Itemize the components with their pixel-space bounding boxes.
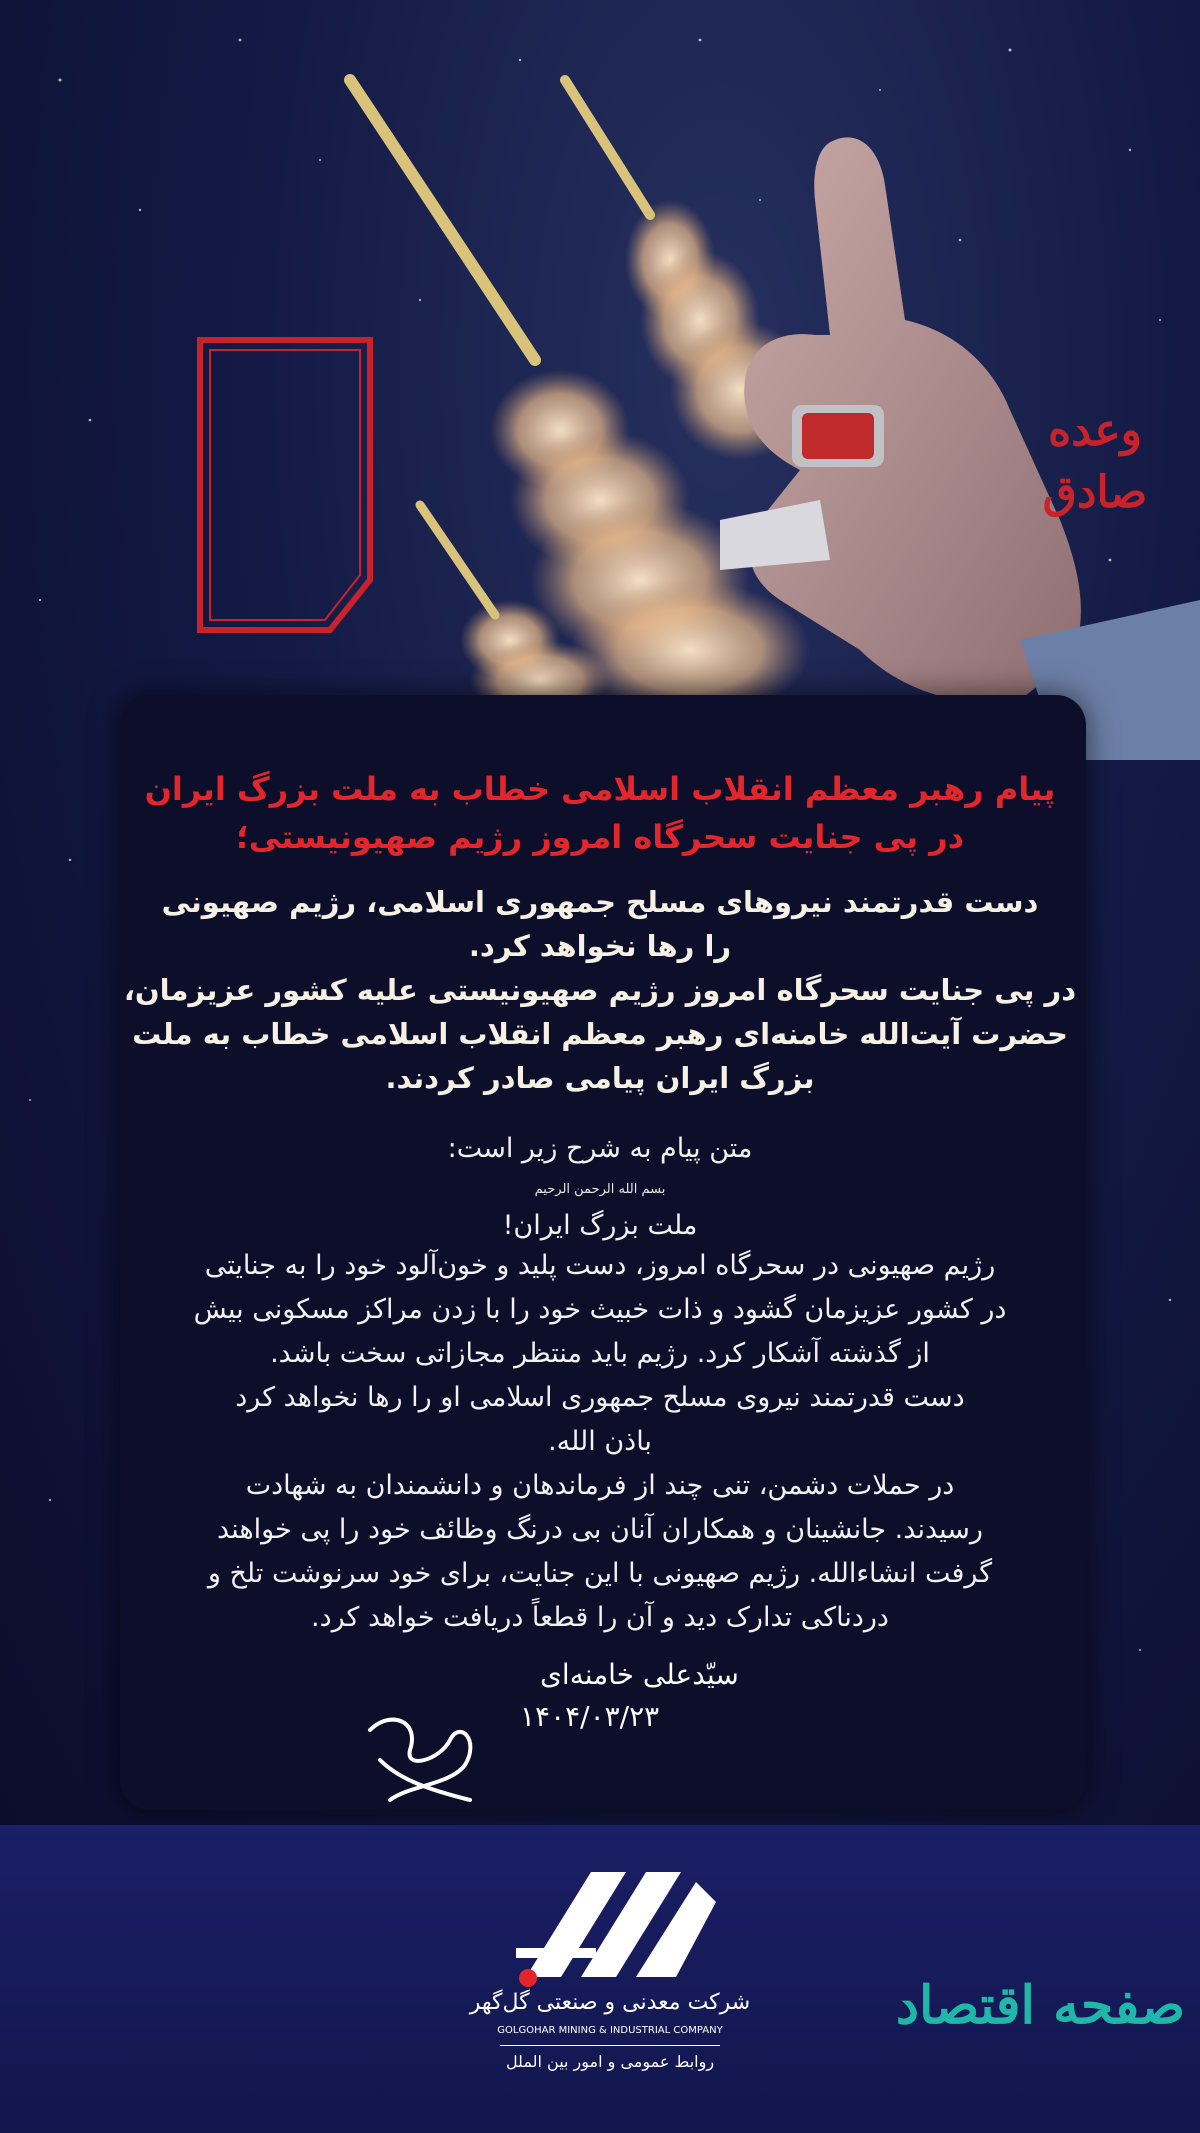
message-date: ۱۴۰۴/۰۳/۲۳ bbox=[520, 1700, 660, 1733]
message-line: دست قدرتمند نیروی مسلح جمهوری اسلامی او را رها نخواهد کرد bbox=[235, 1382, 965, 1413]
lead-line: دست قدرتمند نیروهای مسلح جمهوری اسلامی، رژیم صهیونی bbox=[161, 885, 1039, 919]
message-line: رژیم صهیونی در سحرگاه امروز، دست پلید و خون‌آلود خود را به جنایتی bbox=[204, 1250, 996, 1281]
emblem-frame-icon bbox=[180, 320, 390, 650]
basmala: بسم الله الرحمن الرحیم bbox=[534, 1182, 666, 1197]
message-line: در حملات دشمن، تنی چند از فرماندهان و دانشمندان به شهادت bbox=[245, 1470, 955, 1501]
missile-smoke-trails bbox=[460, 200, 810, 720]
headline-line: پیام رهبر معظم انقلاب اسلامی خطاب به ملت بزرگ ایران bbox=[144, 770, 1056, 808]
message-line: رسیدند. جانشینان و همکاران آنان بی درنگ وظائف خود را پی خواهند bbox=[217, 1514, 983, 1545]
message-line: از گذشته آشکار کرد. رژیم باید منتظر مجازاتی سخت باشد. bbox=[270, 1338, 930, 1369]
handwritten-signature bbox=[350, 1690, 490, 1820]
message-line: گرفت انشاءالله. رژیم صهیونی با این جنایت، برای خود سرنوشت تلخ و bbox=[207, 1558, 993, 1589]
emblem-logo bbox=[180, 320, 390, 650]
lead-line: حضرت آیت‌الله خامنه‌ای رهبر معظم انقلاب اسلامی خطاب به ملت bbox=[132, 1017, 1068, 1051]
emblem-text: وعده صادق bbox=[1042, 405, 1148, 518]
lead-line: بزرگ ایران پیامی صادر کردند. bbox=[385, 1061, 815, 1095]
signer-name: سیّدعلی خامنه‌ای bbox=[540, 1658, 739, 1691]
message-intro: متن پیام به شرح زیر است: bbox=[447, 1133, 753, 1164]
message-line: باذن الله. bbox=[548, 1426, 652, 1457]
lead-line: را رها نخواهد کرد. bbox=[468, 929, 732, 963]
message-line: دردناکی تدارک دید و آن را قطعاً دریافت خواهد کرد. bbox=[311, 1602, 889, 1633]
lead-line: در پی جنایت سحرگاه امروز رژیم صهیونیستی علیه کشور عزیزمان، bbox=[123, 973, 1077, 1007]
company-name-en: GOLGOHAR MINING & INDUSTRIAL COMPANY bbox=[497, 2025, 723, 2036]
message-line: در کشور عزیزمان گشود و ذات خبیث خود را با زدن مراکز مسکونی بیش bbox=[193, 1294, 1007, 1325]
watermark-text: صفحه اقتصاد bbox=[895, 1975, 1185, 2036]
watermark bbox=[895, 1955, 1185, 2105]
headline-line: در پی جنایت سحرگاه امروز رژیم صهیونیستی؛ bbox=[235, 818, 965, 856]
golgohar-logo-icon bbox=[506, 1862, 728, 1992]
company-name-fa: شرکت معدنی و صنعتی گل‌گهر bbox=[469, 1990, 751, 2015]
company-department: روابط عمومی و امور بین الملل bbox=[505, 2052, 715, 2071]
company-divider bbox=[500, 2045, 720, 2046]
salutation: ملت بزرگ ایران! bbox=[502, 1210, 698, 1241]
